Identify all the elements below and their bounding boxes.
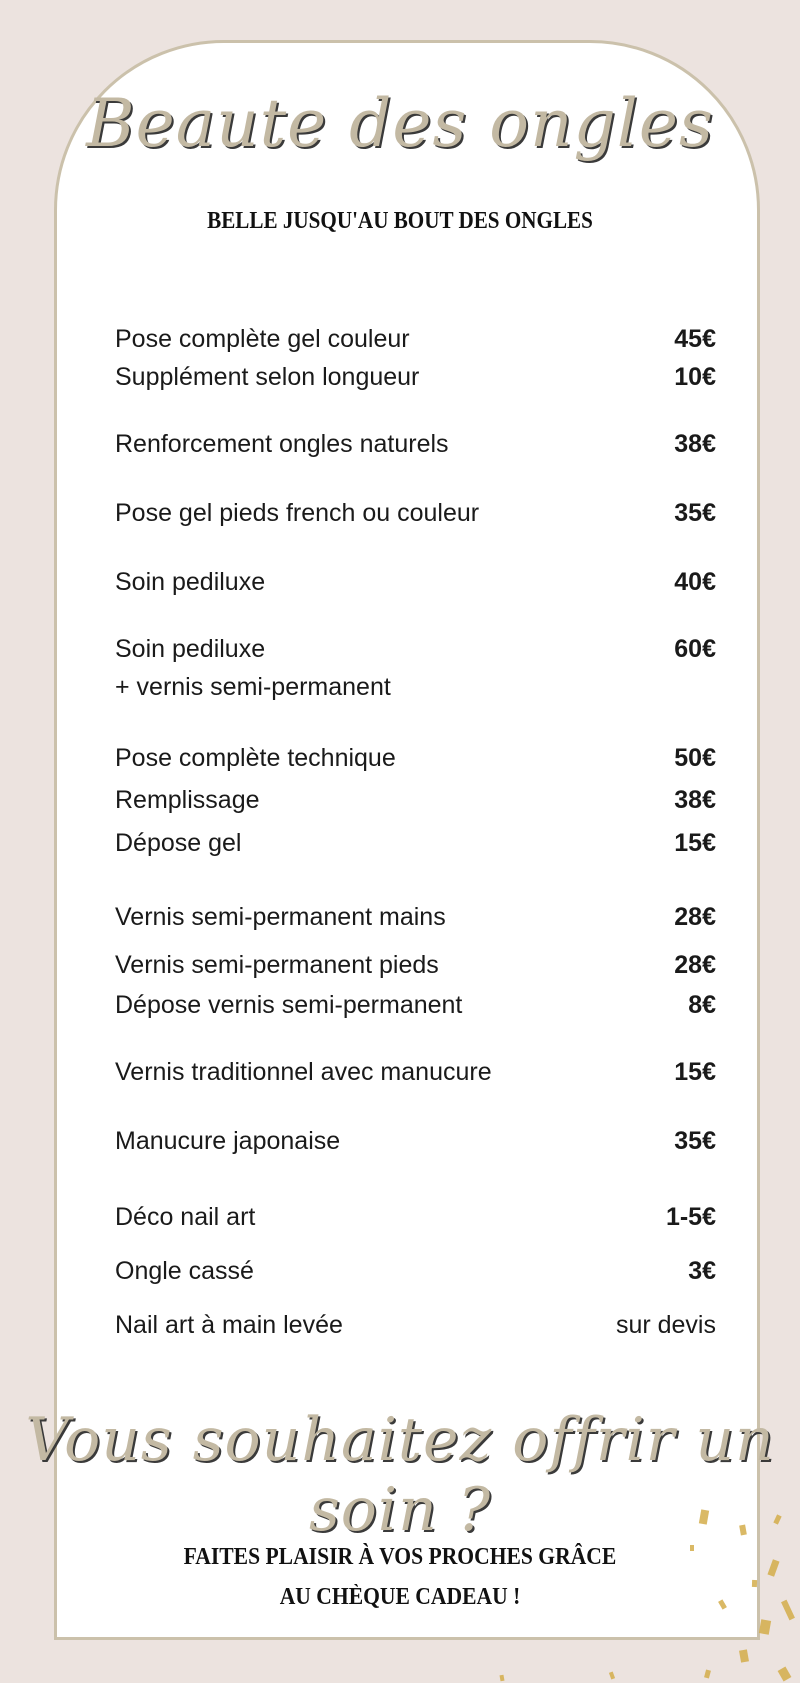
service-price: 60€ — [674, 635, 716, 663]
service-name: Dépose gel — [115, 829, 242, 857]
service-price: 45€ — [674, 325, 716, 353]
service-price: 35€ — [674, 499, 716, 527]
price-row — [115, 781, 716, 819]
confetti-piece — [704, 1669, 711, 1678]
price-row — [115, 630, 716, 706]
menu-subtitle: BELLE JUSQU'AU BOUT DES ONGLES — [207, 208, 593, 234]
service-name: Déco nail art — [115, 1203, 256, 1231]
service-price: 38€ — [674, 430, 716, 458]
service-price: sur devis — [615, 1311, 716, 1339]
price-row — [115, 563, 716, 601]
service-name: Vernis semi-permanent mains — [115, 903, 446, 931]
confetti-piece — [500, 1675, 505, 1682]
confetti-piece — [739, 1649, 749, 1662]
service-price: 15€ — [674, 829, 716, 857]
service-price: 40€ — [674, 568, 716, 596]
service-name: Manucure japonaise — [115, 1127, 341, 1155]
confetti-piece — [609, 1672, 615, 1680]
confetti-piece — [767, 1559, 779, 1576]
price-row — [115, 946, 716, 984]
service-price: 3€ — [688, 1257, 716, 1285]
service-price: 28€ — [674, 903, 716, 931]
service-name-extra: + vernis semi-permanent — [115, 673, 391, 701]
service-price: 1-5€ — [665, 1203, 716, 1231]
service-price: 10€ — [674, 363, 716, 391]
service-price: 28€ — [674, 951, 716, 979]
service-name: Pose complète gel couleur — [115, 325, 410, 353]
price-row — [115, 320, 716, 358]
price-row — [115, 898, 716, 936]
price-row — [115, 425, 716, 463]
menu-title: Beaute des ongles — [86, 85, 714, 162]
service-price: 50€ — [674, 744, 716, 772]
service-name: Vernis semi-permanent pieds — [115, 951, 439, 979]
price-row — [115, 1306, 716, 1344]
confetti-piece — [752, 1580, 757, 1587]
price-row — [115, 1053, 716, 1091]
service-name: Vernis traditionnel avec manucure — [115, 1058, 492, 1086]
service-name: Supplément selon longueur — [115, 363, 420, 391]
confetti-piece — [781, 1600, 795, 1621]
service-price: 8€ — [688, 991, 716, 1019]
service-name: Nail art à main levée — [115, 1311, 343, 1339]
confetti-piece — [690, 1545, 694, 1551]
service-name: Soin pediluxe — [115, 568, 266, 596]
service-name: Soin pediluxe — [115, 635, 266, 663]
price-row — [115, 986, 716, 1024]
service-price: 35€ — [674, 1127, 716, 1155]
service-name: Ongle cassé — [115, 1257, 254, 1285]
confetti-piece — [759, 1619, 771, 1635]
gift-title: Vous souhaitez offrir un soin ? — [25, 1405, 775, 1545]
price-row — [115, 1198, 716, 1236]
price-row — [115, 494, 716, 532]
price-row — [115, 739, 716, 777]
price-row — [115, 1122, 716, 1160]
price-row — [115, 824, 716, 862]
service-name: Renforcement ongles naturels — [115, 430, 449, 458]
service-name: Pose complète technique — [115, 744, 396, 772]
service-name: Pose gel pieds french ou couleur — [115, 499, 480, 527]
service-name: Remplissage — [115, 786, 260, 814]
gift-line-1: FAITES PLAISIR À VOS PROCHES GRÂCE — [183, 1544, 617, 1570]
gift-line-2: AU CHÈQUE CADEAU ! — [279, 1584, 521, 1610]
service-name: Dépose vernis semi-permanent — [115, 991, 463, 1019]
confetti-piece — [778, 1667, 792, 1682]
price-row — [115, 358, 716, 396]
service-price: 38€ — [674, 786, 716, 814]
service-price: 15€ — [674, 1058, 716, 1086]
price-row — [115, 1252, 716, 1290]
